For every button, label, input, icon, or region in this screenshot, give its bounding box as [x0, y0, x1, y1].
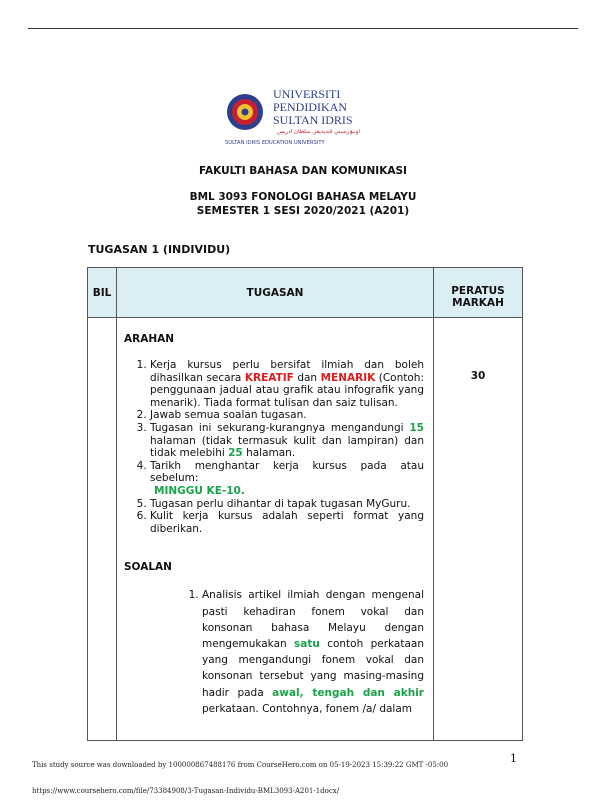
header-markah [434, 268, 523, 318]
logo-arabic: اونيۏرسيتي ڤنديديقن سلطان ادريس [277, 129, 360, 135]
question-list [124, 587, 424, 717]
logo-tagline: SULTAN IDRIS EDUCATION UNIVERSITY [225, 140, 325, 146]
header-markah-line1: PERATUS [451, 285, 505, 297]
task-table [87, 267, 523, 741]
mark-cell: 30 [434, 318, 523, 741]
instruction-item: 6. Kulit kerja kursus adalah seperti format yang diberikan. [150, 510, 424, 535]
header-tugasan: TUGASAN [117, 268, 434, 318]
instruction-item: 3. Tugasan ini sekurang-kurangnya mengandungi 15 halaman (tidak termasuk kulit dan lampiran) dan tidak melebihi 25 halaman. [150, 422, 424, 460]
instruction-item: 5. Tugasan perlu dihantar di tapak tugasan MyGuru. [150, 498, 424, 511]
header-bil: BIL [88, 268, 117, 318]
instruction-item: 4. Tarikh menghantar kerja kursus pada atau sebelum: MINGGU KE-10. [150, 460, 424, 498]
download-notice: This study source was downloaded by 100000867488176 from CourseHero.com on 05-19-2023 15:39:22 GMT -05:00 [32, 761, 449, 769]
menarik-highlight: MENARIK [320, 371, 376, 384]
instruction-item: 1. Kerja kursus perlu bersifat ilmiah dan boleh dihasilkan secara KREATIF dan MENARIK (Contoh: penggunaan jadual atau grafik atau infografik yang menarik). Tiada format tulisan dan saiz tulisan. [150, 359, 424, 409]
source-url[interactable]: https://www.coursehero.com/file/73384908/3-Tugasan-Individu-BML3093-A201-1docx/ [32, 787, 340, 795]
logo-line1: UNIVERSITI [273, 87, 341, 101]
logo-line3: SULTAN IDRIS [273, 113, 353, 127]
kreatif-highlight: KREATIF [244, 371, 294, 384]
deadline-highlight: MINGGU KE-10. [154, 484, 245, 497]
soalan-heading: SOALAN [124, 561, 172, 574]
course-title: BML 3093 FONOLOGI BAHASA MELAYU [189, 191, 417, 203]
page-number: 1 [510, 752, 517, 765]
instruction-item: 2. Jawab semua soalan tugasan. [150, 409, 424, 422]
task-cell [117, 318, 434, 741]
upsi-logo [225, 86, 375, 148]
task-title: TUGASAN 1 (INDIVIDU) [88, 243, 231, 256]
instruction-list [124, 359, 424, 535]
semester-line: SEMESTER 1 SESI 2020/2021 (A201) [196, 205, 410, 217]
logo-line2: PENDIDIKAN [273, 100, 347, 114]
header-markah-line2: MARKAH [452, 297, 504, 309]
top-rule [28, 28, 578, 29]
faculty-name: FAKULTI BAHASA DAN KOMUNIKASI [199, 165, 407, 177]
arahan-heading: ARAHAN [124, 333, 175, 345]
bil-cell [88, 318, 117, 741]
question-item: 1. Analisis artikel ilmiah dengan mengenal pasti kehadiran fonem vokal dan konsonan bahasa Melayu dengan mengemukakan satu contoh perkataan yang mengandungi fonem vokal dan konsonan tersebut yang masing-masing hadir pada awal, tengah dan akhir perkataan. Contohnya, fonem /a/ dalam [202, 587, 424, 717]
